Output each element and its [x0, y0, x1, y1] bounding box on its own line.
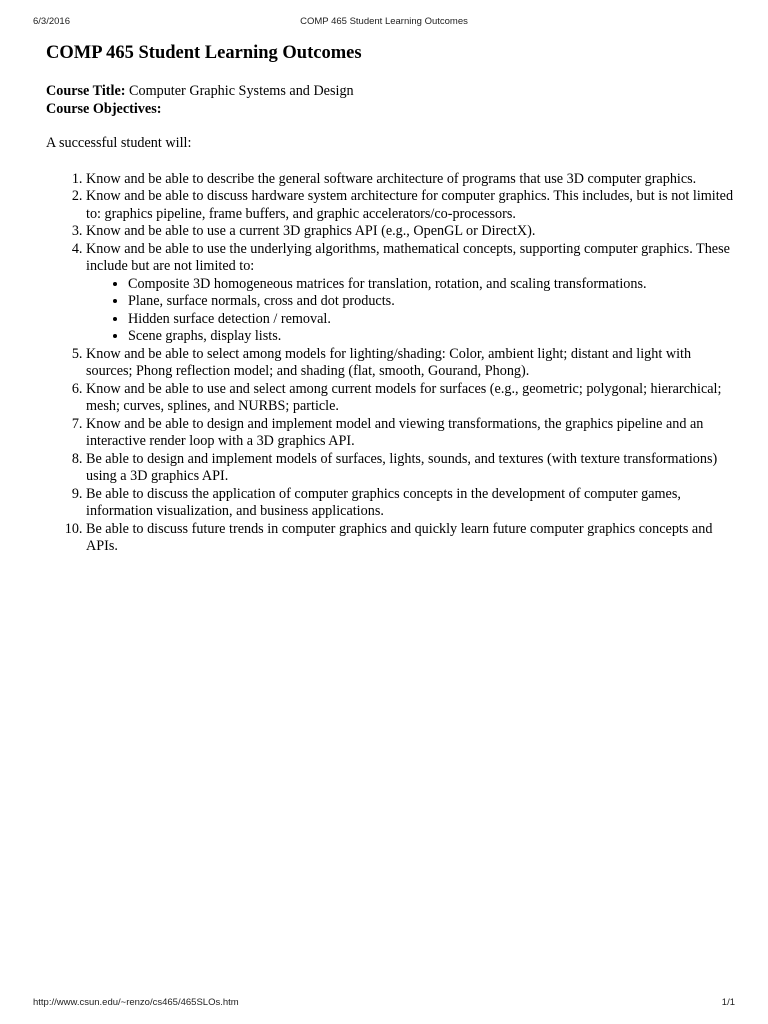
print-date: 6/3/2016 — [33, 16, 70, 27]
course-title-value: Computer Graphic Systems and Design — [129, 83, 354, 99]
sub-item: • Composite 3D homogeneous matrices for translation, rotation, and scaling transformations. — [128, 276, 736, 294]
outcome-text: Be able to design and implement models of surfaces, lights, sounds, and textures (with texture transformations) using a 3D graphics API. — [86, 450, 718, 484]
outcome-text: Be able to discuss the application of computer graphics concepts in the development of computer games, information visualization, and business applications. — [86, 485, 681, 519]
outcome-item — [86, 188, 736, 223]
course-objectives-label: Course Objectives: — [46, 100, 162, 117]
outcome-item — [86, 171, 736, 189]
outcome-text: Know and be able to design and implement model and viewing transformations, the graphics pipeline and an interactive render loop with a 3D graphics API. — [86, 415, 704, 449]
page-number: 1/1 — [721, 997, 735, 1008]
outcome-item — [86, 486, 736, 521]
outcome-text: Know and be able to describe the general software architecture of programs that use 3D computer graphics. — [86, 170, 697, 187]
page-title: COMP 465 Student Learning Outcomes — [46, 43, 362, 63]
document-content — [46, 42, 736, 556]
outcome-text: Be able to discuss future trends in computer graphics and quickly learn future computer graphics concepts and APIs. — [86, 520, 713, 554]
outcome-item — [86, 451, 736, 486]
outcome-item — [86, 223, 736, 241]
outcome-text: Know and be able to select among models for lighting/shading: Color, ambient light; distant and light with sources; Phong reflection model; and shading (flat, smooth, Gourand, Phong). — [86, 345, 692, 379]
print-header — [33, 16, 735, 30]
outcome-sublist — [86, 276, 736, 346]
print-page-title: COMP 465 Student Learning Outcomes — [300, 16, 468, 27]
outcome-item — [86, 241, 736, 346]
outcome-item — [86, 521, 736, 556]
outcome-text: Know and be able to use the underlying algorithms, mathematical concepts, supporting computer graphics. These include but are not limited to: — [86, 240, 730, 274]
intro-text: A successful student will: — [46, 135, 192, 151]
course-title-line — [46, 83, 736, 101]
outcome-text: Know and be able to use a current 3D graphics API (e.g., OpenGL or DirectX). — [86, 223, 536, 239]
sub-item: • Plane, surface normals, cross and dot products. — [128, 293, 736, 311]
outcomes-list — [46, 171, 736, 556]
sub-item: • Scene graphs, display lists. — [128, 328, 736, 346]
outcome-item — [86, 416, 736, 451]
outcome-text: Know and be able to discuss hardware system architecture for computer graphics. This includes, but is not limited to: graphics pipeline, frame buffers, and graphic accelerators/co-processors. — [86, 188, 734, 222]
outcome-item — [86, 381, 736, 416]
print-url: http://www.csun.edu/~renzo/cs465/465SLOs.htm — [33, 997, 239, 1008]
print-footer — [33, 997, 735, 1011]
outcome-item — [86, 346, 736, 381]
course-objectives-line — [46, 101, 736, 119]
course-title-label: Course Title: — [46, 83, 126, 99]
sub-item: • Hidden surface detection / removal. — [128, 311, 736, 329]
outcome-text: Know and be able to use and select among current models for surfaces (e.g., geometric; polygonal; hierarchical; mesh; curves, splines, and NURBS; particle. — [86, 380, 722, 414]
